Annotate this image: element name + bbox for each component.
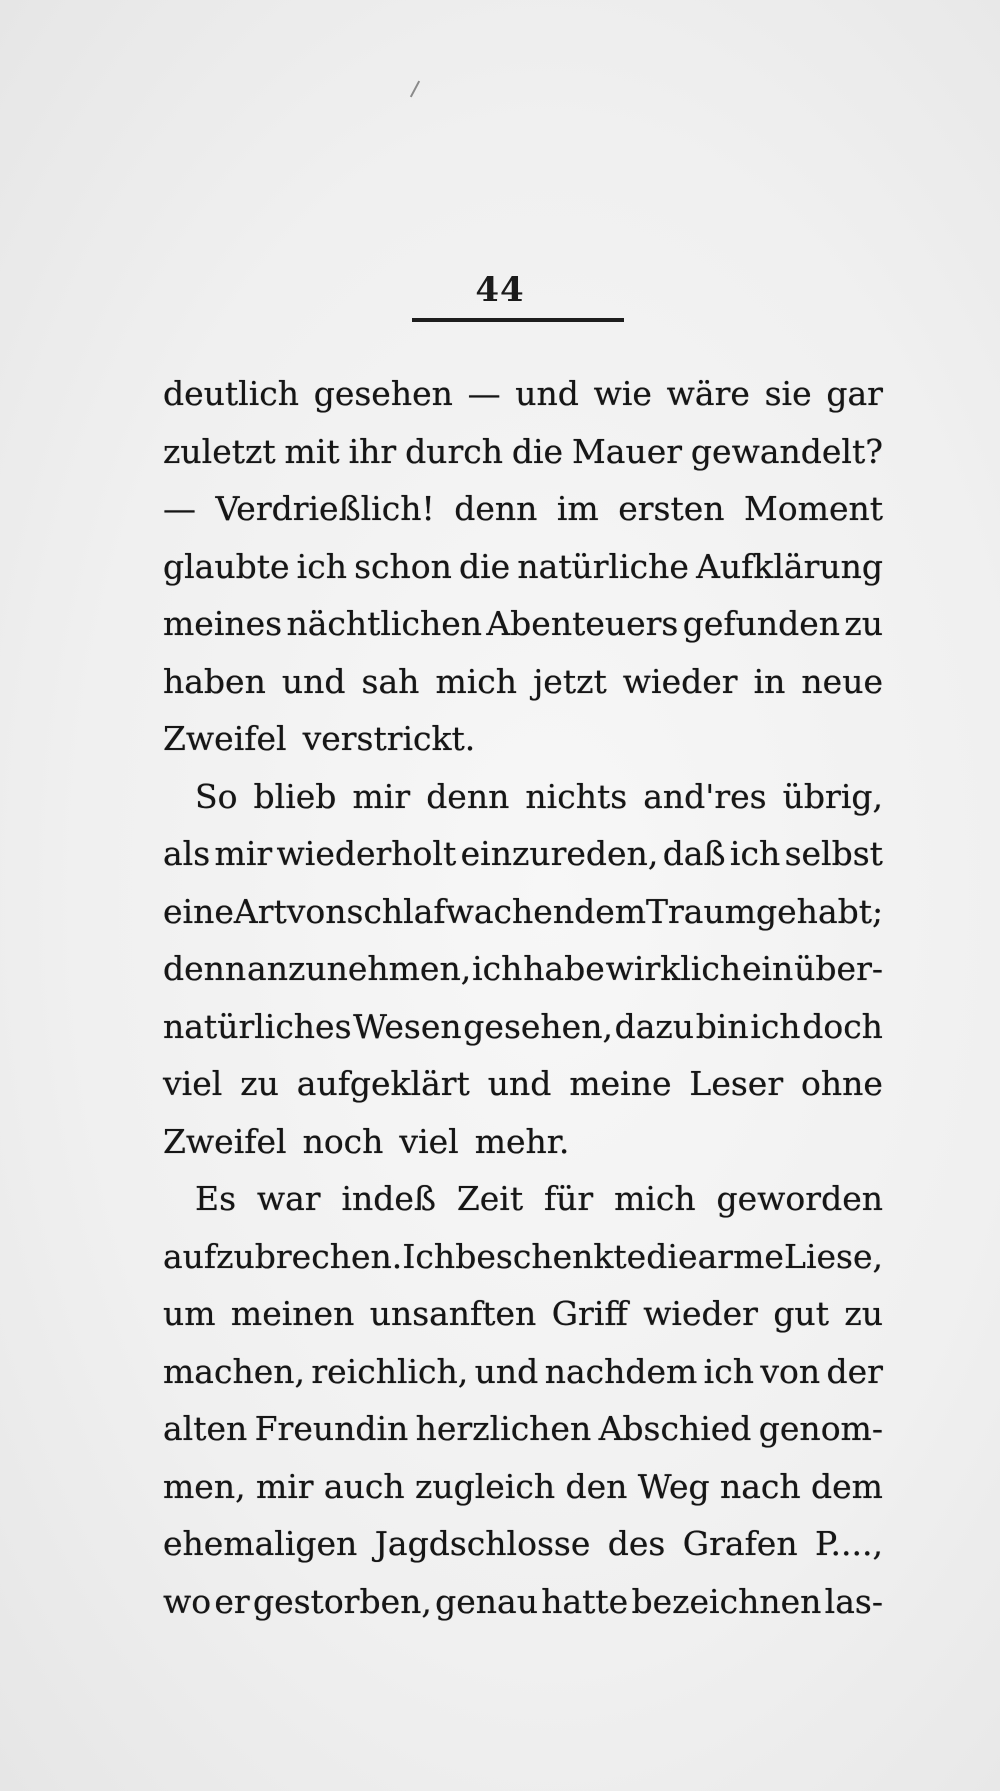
word: die	[511, 431, 564, 471]
word: und	[474, 1351, 539, 1391]
word: indeß	[341, 1179, 436, 1218]
word: er	[214, 1581, 250, 1621]
word: aufgeklärt	[296, 1064, 470, 1103]
word: selbst	[784, 834, 883, 873]
word: viel	[399, 1121, 459, 1161]
word: schon	[354, 546, 452, 586]
text-line	[163, 1285, 883, 1343]
word: nichts	[525, 776, 628, 816]
word: durch	[405, 431, 503, 471]
word: meine	[569, 1064, 672, 1103]
word: dem	[811, 1466, 883, 1506]
word: um	[163, 1294, 216, 1333]
text-line	[163, 480, 883, 538]
word: denn	[163, 949, 247, 988]
word: zuletzt	[163, 431, 276, 471]
word: sie	[764, 374, 812, 413]
word: hatte	[541, 1581, 629, 1621]
word: ich	[750, 1006, 801, 1046]
text-line	[163, 365, 883, 423]
word: wiederholt	[276, 834, 457, 873]
word: —	[467, 374, 501, 413]
word: zu	[240, 1064, 279, 1103]
word: dazu	[614, 1006, 695, 1046]
word: Mauer	[571, 431, 683, 471]
word: auch	[323, 1466, 405, 1506]
word: deutlich	[163, 374, 300, 413]
word: unsanften	[369, 1294, 537, 1333]
word: nächtlichen	[286, 604, 482, 643]
word: noch	[302, 1121, 384, 1161]
text-line	[163, 653, 883, 711]
word: von	[286, 891, 347, 931]
word: und	[281, 661, 346, 701]
text-line	[163, 595, 883, 653]
word: daß	[662, 834, 726, 873]
word: war	[256, 1179, 321, 1218]
word: den	[565, 1466, 628, 1506]
word: gar	[826, 374, 883, 413]
word: gesehen,	[463, 1006, 613, 1046]
word: wäre	[666, 374, 750, 413]
text-line	[163, 1170, 883, 1228]
text-line	[163, 710, 883, 768]
text-line	[163, 768, 883, 826]
word: ihr	[348, 431, 397, 471]
word: nachdem	[544, 1351, 698, 1391]
word: ein	[741, 949, 794, 988]
word: gestorben,	[252, 1581, 432, 1621]
text-line	[163, 1458, 883, 1516]
word: mehr.	[474, 1121, 570, 1161]
word: meinen	[230, 1294, 355, 1333]
word: wo	[163, 1581, 212, 1621]
word: mir	[255, 1466, 314, 1506]
word: ersten	[618, 489, 725, 528]
word: für	[543, 1179, 594, 1218]
word: habe	[523, 949, 605, 988]
word: blieb	[253, 776, 337, 816]
text-line	[163, 825, 883, 883]
word: eine	[163, 891, 234, 931]
word: mit	[284, 431, 340, 471]
word: geworden	[716, 1179, 883, 1218]
word: denn	[454, 489, 538, 528]
word: —	[163, 489, 196, 528]
word: reichlich,	[311, 1351, 469, 1391]
word: Zweifel	[163, 1121, 287, 1161]
word: anzunehmen,	[247, 949, 472, 988]
word: Abenteuers	[486, 604, 679, 643]
text-line	[163, 1228, 883, 1286]
word: Zeit	[456, 1179, 524, 1218]
word: verstrickt.	[302, 719, 476, 758]
word: wirklich	[605, 949, 742, 988]
word: arme	[697, 1236, 784, 1276]
word: des	[607, 1524, 666, 1563]
word: sah	[361, 661, 420, 701]
word: Traum	[646, 891, 757, 931]
word: aufzubrechen.	[163, 1236, 403, 1276]
text-line	[163, 1515, 883, 1573]
header-rule	[412, 318, 624, 322]
page-number: 44	[475, 270, 525, 310]
body-text	[163, 365, 883, 1630]
word: meines	[163, 604, 283, 643]
word: haben	[163, 661, 266, 701]
word: ohne	[801, 1064, 883, 1103]
word: und	[487, 1064, 552, 1103]
word: genom-	[758, 1409, 883, 1448]
text-line	[163, 1573, 883, 1631]
word: Leser	[689, 1064, 784, 1103]
word: wie	[593, 374, 652, 413]
word: gewandelt?	[690, 431, 883, 471]
word: mir	[214, 834, 273, 873]
text-line	[163, 1113, 883, 1171]
word: natürliches	[163, 1006, 352, 1046]
word: von	[760, 1351, 821, 1391]
word: denn	[426, 776, 510, 816]
word: neue	[801, 661, 883, 701]
word: glaubte	[163, 546, 290, 586]
word: men,	[163, 1466, 246, 1506]
word: jetzt	[533, 661, 607, 701]
text-line	[163, 538, 883, 596]
word: alten	[163, 1409, 248, 1448]
word: bin	[695, 1006, 749, 1046]
word: mich	[614, 1179, 696, 1218]
word: wieder	[643, 1294, 758, 1333]
word: gehabt;	[756, 891, 884, 931]
text-line	[163, 1343, 883, 1401]
word: las-	[824, 1581, 883, 1621]
word: beschenkte	[455, 1236, 647, 1276]
word: der	[826, 1351, 883, 1391]
word: doch	[802, 1006, 883, 1046]
word: ich	[472, 949, 523, 988]
word: zugleich	[414, 1466, 556, 1506]
word: gefunden	[682, 604, 841, 643]
word: über-	[794, 949, 883, 988]
word: die	[646, 1236, 698, 1276]
text-line	[163, 423, 883, 481]
word: Abschied	[598, 1409, 752, 1448]
word: als	[163, 834, 211, 873]
word: machen,	[163, 1351, 305, 1391]
word: genau	[435, 1581, 538, 1621]
text-line	[163, 940, 883, 998]
word: nach	[719, 1466, 801, 1506]
word: gut	[773, 1294, 829, 1333]
word: Freundin	[254, 1409, 409, 1448]
word: mir	[352, 776, 411, 816]
word: Art	[233, 891, 287, 931]
word: mich	[435, 661, 518, 701]
word: Weg	[637, 1466, 710, 1506]
word: P....,	[814, 1524, 883, 1563]
word: zu	[844, 604, 883, 643]
text-line	[163, 1055, 883, 1113]
word: ich	[296, 546, 347, 586]
text-line	[163, 998, 883, 1056]
word: zu	[844, 1294, 883, 1333]
word: die	[459, 546, 511, 586]
word: Jagdschlosse	[374, 1524, 591, 1563]
word: So	[195, 776, 238, 816]
word: Zweifel	[163, 719, 287, 758]
word: natürliche	[517, 546, 689, 586]
word: Moment	[744, 489, 883, 528]
word: Es	[195, 1179, 237, 1218]
word: Griff	[551, 1294, 628, 1333]
word: Aufklärung	[696, 546, 883, 586]
word: und	[515, 374, 579, 413]
word: and'res	[643, 776, 767, 816]
word: schlafwachendem	[346, 891, 647, 931]
word: Ich	[402, 1236, 456, 1276]
word: in	[753, 661, 786, 701]
stray-ink-mark	[410, 81, 420, 98]
word: ich	[729, 834, 781, 873]
word: im	[556, 489, 599, 528]
word: einzureden,	[460, 834, 659, 873]
word: Liese,	[784, 1236, 883, 1276]
word: übrig,	[782, 776, 883, 816]
word: ehemaligen	[163, 1524, 358, 1563]
word: wieder	[622, 661, 738, 701]
word: Wesen	[353, 1006, 462, 1046]
text-line	[163, 1400, 883, 1458]
word: viel	[163, 1064, 223, 1103]
word: Grafen	[682, 1524, 798, 1563]
text-line	[163, 883, 883, 941]
word: gesehen	[313, 374, 453, 413]
word: bezeichnen	[631, 1581, 822, 1621]
word: Verdrießlich!	[215, 489, 435, 528]
word: herzlichen	[415, 1409, 592, 1448]
word: ich	[703, 1351, 754, 1391]
